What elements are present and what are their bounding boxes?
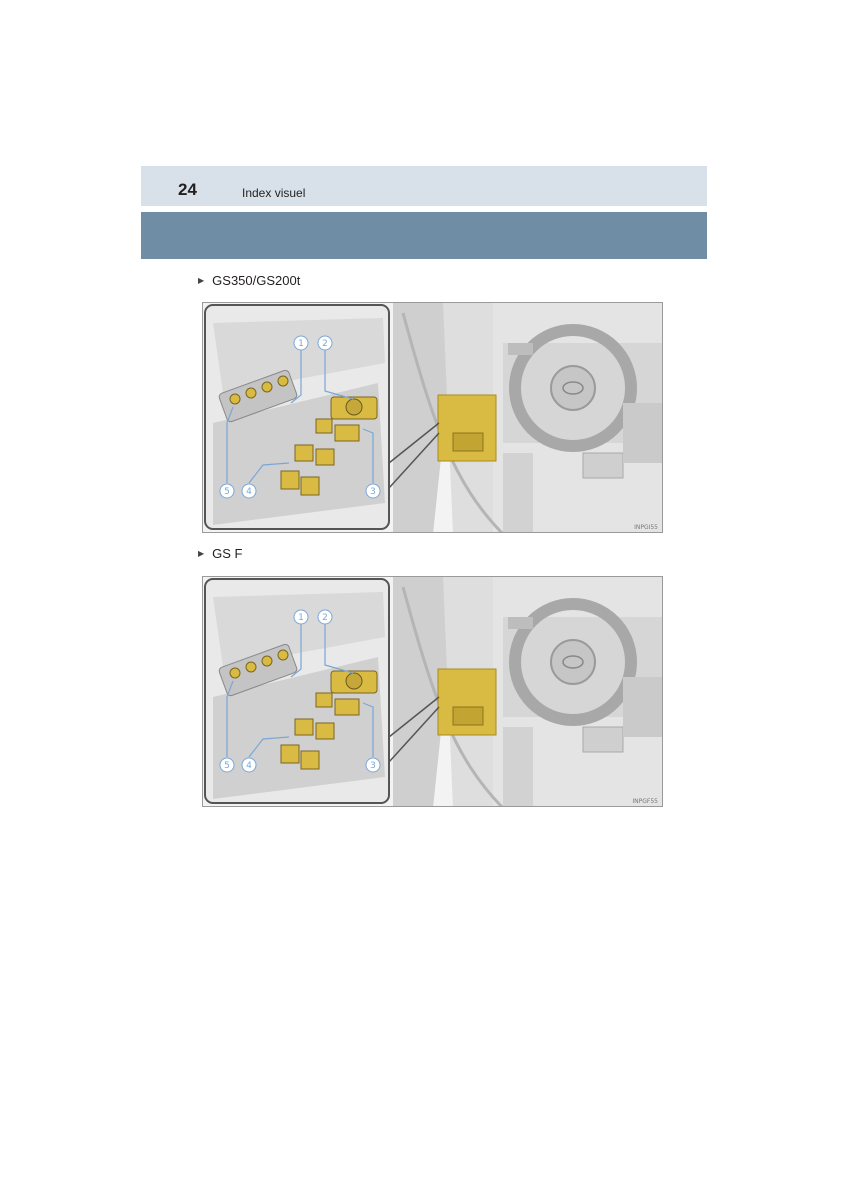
- callout-3: 3: [370, 487, 376, 497]
- callout-3: 3: [370, 761, 376, 771]
- variant-label: [198, 546, 243, 562]
- variant-label: [198, 273, 300, 289]
- callout-2: 2: [322, 339, 328, 349]
- bullet-triangle-icon: ▶: [198, 549, 205, 558]
- title-bar: [141, 212, 707, 259]
- callout-5: 5: [224, 487, 230, 497]
- callout-2: 2: [322, 613, 328, 623]
- door-switch-illustration: [202, 576, 663, 807]
- door-switch-illustration: [202, 302, 663, 533]
- callout-5: 5: [224, 761, 230, 771]
- page-number: 24: [178, 180, 197, 199]
- callout-4: 4: [246, 761, 252, 771]
- variant-label-text: GS F: [212, 546, 243, 561]
- section-title: Index visuel: [242, 186, 306, 200]
- figure-code: INPGF55: [632, 798, 658, 805]
- illustration-svg: [203, 303, 663, 533]
- illustration-svg: [203, 577, 663, 807]
- figure-code: INPGI55: [634, 524, 658, 531]
- bullet-triangle-icon: ▶: [198, 276, 205, 285]
- callout-4: 4: [246, 487, 252, 497]
- header-band: [141, 166, 707, 206]
- callout-1: 1: [298, 339, 304, 349]
- callout-1: 1: [298, 613, 304, 623]
- variant-label-text: GS350/GS200t: [212, 273, 301, 288]
